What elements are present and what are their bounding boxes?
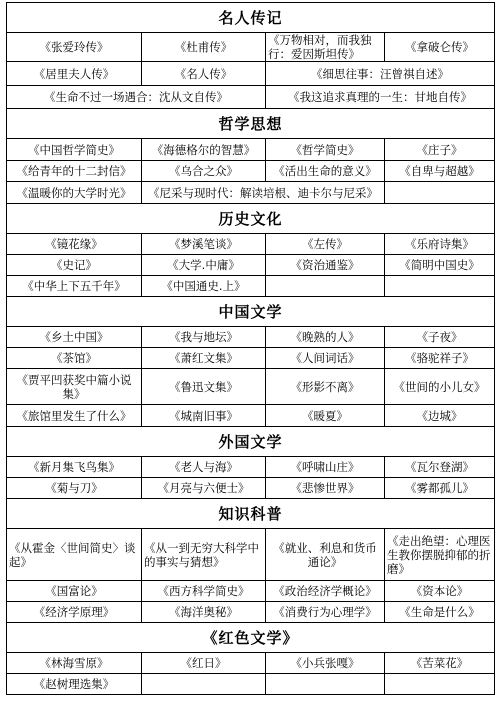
book-title-cell: 《旅馆里发生了什么》: [7, 405, 142, 427]
table-row: [7, 348, 495, 369]
book-title-cell: 《居里夫人传》: [7, 62, 142, 86]
book-title-cell: 《政治经济学概论》: [266, 581, 385, 602]
book-title-cell: 《边城》: [385, 405, 495, 427]
book-title-cell: 《尼采与现时代：解读培根、迪卡尔与尼采》: [142, 182, 385, 204]
section-title: 中国文学: [7, 297, 495, 327]
book-title-cell: 《乌合之众》: [142, 161, 266, 182]
table-row: [7, 276, 495, 297]
book-title-cell: 《梦溪笔谈》: [142, 234, 266, 255]
book-title-cell: 《大学.中庸》: [142, 255, 266, 276]
book-title-cell: 《国富论》: [7, 581, 142, 602]
book-title-cell: 《形影不离》: [266, 369, 385, 405]
empty-cell: [266, 674, 385, 695]
book-title-cell: 《资治通鉴》: [266, 255, 385, 276]
book-title-cell: 《哲学简史》: [266, 139, 385, 161]
table-row: [7, 182, 495, 204]
book-title-cell: 《杜甫传》: [142, 33, 266, 62]
book-title-cell: 《生命是什么》: [385, 602, 495, 623]
book-title-cell: 《海洋奥秘》: [142, 602, 266, 623]
table-row: [7, 405, 495, 427]
section-header-row: [7, 499, 495, 529]
book-title-cell: 《庄子》: [385, 139, 495, 161]
table-row: [7, 327, 495, 348]
table-row: [7, 674, 495, 695]
table-row: [7, 255, 495, 276]
book-title-cell: 《呼啸山庄》: [266, 457, 385, 478]
book-title-cell: 《从一到无穷大科学中的事实与猜想》: [142, 529, 266, 581]
section-title: 知识科普: [7, 499, 495, 529]
book-title-cell: 《细思往事：汪曾祺自述》: [266, 62, 495, 86]
section-title: 《红色文学》: [7, 623, 495, 653]
table-row: [7, 581, 495, 602]
book-title-cell: 《给青年的十二封信》: [7, 161, 142, 182]
book-title-cell: 《晚熟的人》: [266, 327, 385, 348]
book-title-cell: 《世间的小儿女》: [385, 369, 495, 405]
book-title-cell: 《人间词话》: [266, 348, 385, 369]
book-title-cell: 《西方科学简史》: [142, 581, 266, 602]
section-title: 历史文化: [7, 204, 495, 234]
book-title-cell: 《乐府诗集》: [385, 234, 495, 255]
empty-cell: [385, 674, 495, 695]
table-row: [7, 139, 495, 161]
table-row: [7, 62, 495, 86]
table-row: [7, 86, 495, 109]
table-row: [7, 602, 495, 623]
book-title-cell: 《赵树理选集》: [7, 674, 142, 695]
book-title-cell: 《我这追求真理的一生：甘地自传》: [266, 86, 495, 109]
empty-cell: [142, 674, 266, 695]
section-title: 外国文学: [7, 427, 495, 457]
book-title-cell: 《资本论》: [385, 581, 495, 602]
section-header-row: [7, 3, 495, 33]
book-title-cell: 《瓦尔登湖》: [385, 457, 495, 478]
book-title-cell: 《海德格尔的智慧》: [142, 139, 266, 161]
table-row: [7, 369, 495, 405]
book-title-cell: 《新月集飞鸟集》: [7, 457, 142, 478]
empty-cell: [266, 276, 385, 297]
book-title-cell: 《悲惨世界》: [266, 478, 385, 499]
book-title-cell: 《走出绝望：心理医生教你摆脱抑郁的折磨》: [385, 529, 495, 581]
section-header-row: [7, 623, 495, 653]
book-title-cell: 《我与地坛》: [142, 327, 266, 348]
book-title-cell: 《骆驼祥子》: [385, 348, 495, 369]
book-title-cell: 《拿破仑传》: [385, 33, 495, 62]
table-row: [7, 478, 495, 499]
book-title-cell: 《月亮与六便士》: [142, 478, 266, 499]
empty-cell: [385, 276, 495, 297]
book-title-cell: 《经济学原理》: [7, 602, 142, 623]
book-title-cell: 《活出生命的意义》: [266, 161, 385, 182]
book-list-table: [6, 2, 495, 695]
book-title-cell: 《温暖你的大学时光》: [7, 182, 142, 204]
empty-cell: [385, 182, 495, 204]
book-title-cell: 《城南旧事》: [142, 405, 266, 427]
section-header-row: [7, 109, 495, 139]
book-title-cell: 《自卑与超越》: [385, 161, 495, 182]
book-title-cell: 《萧红文集》: [142, 348, 266, 369]
section-header-row: [7, 204, 495, 234]
table-row: [7, 529, 495, 581]
section-header-row: [7, 297, 495, 327]
book-title-cell: 《生命不过一场遇合：沈从文自传》: [7, 86, 266, 109]
book-title-cell: 《史记》: [7, 255, 142, 276]
table-row: [7, 33, 495, 62]
book-title-cell: 《乡土中国》: [7, 327, 142, 348]
book-title-cell: 《林海雪原》: [7, 653, 142, 674]
book-title-cell: 《镜花缘》: [7, 234, 142, 255]
section-title: 哲学思想: [7, 109, 495, 139]
book-title-cell: 《小兵张嘎》: [266, 653, 385, 674]
book-title-cell: 《中华上下五千年》: [7, 276, 142, 297]
book-title-cell: 《消费行为心理学》: [266, 602, 385, 623]
book-title-cell: 《简明中国史》: [385, 255, 495, 276]
book-title-cell: 《子夜》: [385, 327, 495, 348]
section-header-row: [7, 427, 495, 457]
book-title-cell: 《名人传》: [142, 62, 266, 86]
book-title-cell: 《雾都孤儿》: [385, 478, 495, 499]
section-title: 名人传记: [7, 3, 495, 33]
book-title-cell: 《贾平凹获奖中篇小说集》: [7, 369, 142, 405]
book-title-cell: 《苦菜花》: [385, 653, 495, 674]
table-row: [7, 457, 495, 478]
book-title-cell: 《左传》: [266, 234, 385, 255]
book-title-cell: 《红日》: [142, 653, 266, 674]
table-row: [7, 653, 495, 674]
book-title-cell: 《菊与刀》: [7, 478, 142, 499]
table-row: [7, 234, 495, 255]
book-title-cell: 《鲁迅文集》: [142, 369, 266, 405]
book-title-cell: 《暖夏》: [266, 405, 385, 427]
book-title-cell: 《中国通史.上》: [142, 276, 266, 297]
book-title-cell: 《就业、利息和货币通论》: [266, 529, 385, 581]
book-title-cell: 《茶馆》: [7, 348, 142, 369]
book-title-cell: 《张爱玲传》: [7, 33, 142, 62]
book-title-cell: 《从霍金〈世间简史〉谈起》: [7, 529, 142, 581]
book-title-cell: 《老人与海》: [142, 457, 266, 478]
table-row: [7, 161, 495, 182]
book-title-cell: 《中国哲学简史》: [7, 139, 142, 161]
book-title-cell: 《万物相对，而我独行：爱因斯坦传》: [266, 33, 385, 62]
